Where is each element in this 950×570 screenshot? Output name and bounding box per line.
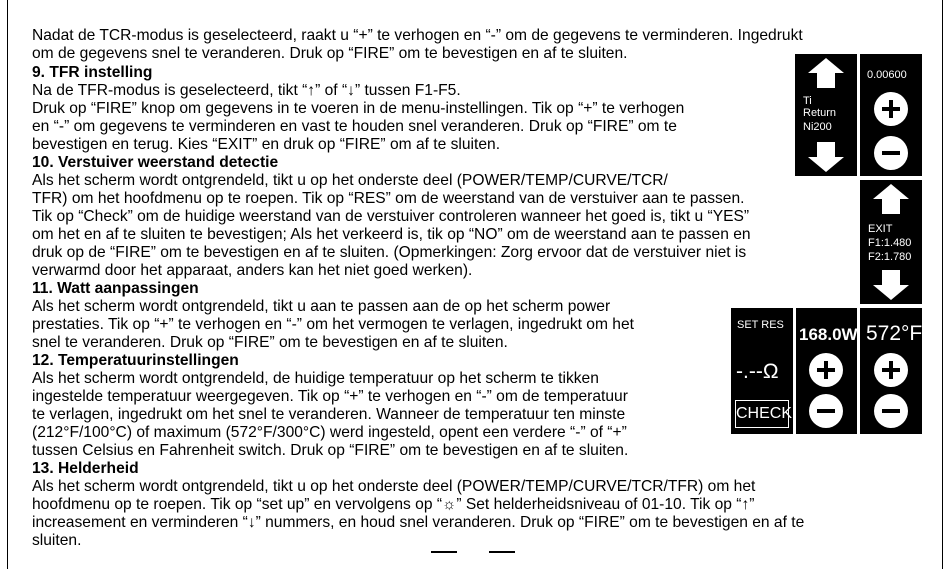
arrow-up-icon bbox=[808, 58, 844, 88]
section-heading-watt: 11. Watt aanpassingen bbox=[32, 280, 199, 297]
arrow-down-icon bbox=[873, 270, 909, 300]
section-heading-tfr: 9. TFR instelling bbox=[32, 64, 153, 81]
tcr-material-line2: Return bbox=[803, 107, 837, 119]
text-line: Nadat de TCR-modus is geselecteerd, raakt u “+” te verhogen en “-” om de gegevens te verminderen. Ingedrukt bbox=[32, 27, 803, 44]
text-line: hoofdmenu op te roepen. Tik op “set up” en vervolgens op “☼” Set helderheidsniveau of 01-10. Tik op “↑” bbox=[32, 496, 755, 513]
plus-icon bbox=[874, 353, 908, 387]
minus-icon bbox=[809, 394, 843, 428]
text-line: increasement en verminderen “↓” nummers, en houd snel veranderen. Druk op “FIRE” om te bevestigen en af te bbox=[32, 514, 805, 531]
set-res-screen bbox=[731, 308, 793, 434]
watt-screen bbox=[796, 308, 857, 434]
tfr-f1: F1:1.480 bbox=[868, 237, 912, 249]
text-line: te verlagen, ingedrukt om het snel te veranderen. Wanneer de temperatuur ten minste bbox=[32, 406, 626, 423]
text-line: om het en af te sluiten te bevestigen; Als het verkeerd is, tik op “NO” om de weerstand aan te passen en bbox=[32, 226, 751, 243]
text-line: en “-” om gegevens te verminderen en vast te houden snel veranderen. Druk op “FIRE” om te bbox=[32, 118, 677, 135]
tfr-screen bbox=[860, 180, 922, 304]
section-heading-brightness: 13. Helderheid bbox=[32, 460, 139, 477]
tcr-material-screen bbox=[795, 54, 857, 176]
section-heading-resistance: 10. Verstuiver weerstand detectie bbox=[32, 154, 279, 171]
minus-icon bbox=[874, 136, 908, 170]
text-line: sluiten. bbox=[32, 532, 82, 549]
text-line: prestaties. Tik op “+” te verhogen en “-” om het vermogen te verlagen, ingedrukt om het bbox=[32, 316, 634, 333]
text-line: ingestelde temperatuur weergegeven. Tik op “+” te verhogen en “-” om de temperatuur bbox=[32, 388, 628, 405]
text-line: Druk op “FIRE” knop om gegevens in te voeren in de menu-instellingen. Tik op “+” te verhogen bbox=[32, 100, 685, 117]
section-heading-temperature: 12. Temperatuurinstellingen bbox=[32, 352, 239, 369]
text-line: druk op de “FIRE” om te bevestigen en af te sluiten. (Opmerkingen: Zorg ervoor dat de verstuiver niet is bbox=[32, 244, 747, 261]
tcr-material-line3: Ni200 bbox=[803, 121, 832, 133]
text-line: Als het scherm wordt ontgrendeld, tikt u op het onderste deel (POWER/TEMP/CURVE/TCR/ bbox=[32, 172, 668, 189]
text-line: verwarmd door het apparaat, anders kan het niet goed werken). bbox=[32, 262, 473, 279]
arrow-down-icon bbox=[808, 142, 844, 172]
text-line: TFR) om het hoofdmenu op te roepen. Tik op “RES” om de weerstand van de verstuiver aan te passen. bbox=[32, 190, 745, 207]
temperature-value: 572°F bbox=[866, 322, 923, 345]
set-res-title: SET RES bbox=[737, 319, 784, 331]
temperature-screen bbox=[860, 308, 922, 434]
footer-dash bbox=[489, 551, 515, 553]
plus-icon bbox=[809, 353, 843, 387]
text-line: Als het scherm wordt ontgrendeld, tikt u op het onderste deel (POWER/TEMP/CURVE/TCR/TFR) om het bbox=[32, 478, 756, 495]
text-line: Als het scherm wordt ontgrendeld, de huidige temperatuur op het scherm te tikken bbox=[32, 370, 599, 387]
tcr-value: 0.00600 bbox=[867, 69, 907, 81]
watt-value: 168.0W bbox=[799, 325, 858, 344]
text-line: Tik op “Check” om de huidige weerstand van de verstuiver controleren wanneer het goed is, tikt u “YES” bbox=[32, 208, 750, 225]
tfr-exit: EXIT bbox=[868, 223, 893, 235]
tcr-value-screen bbox=[860, 54, 922, 176]
text-line: (212°F/100°C) of maximum (572°F/300°C) werd ingesteld, opent een verdere “-” of “+” bbox=[32, 424, 627, 441]
check-button: CHECK bbox=[735, 400, 789, 428]
text-line: Na de TFR-modus is geselecteerd, tikt “↑” of “↓” tussen F1-F5. bbox=[32, 82, 461, 99]
text-line: tussen Celsius en Fahrenheit switch. Druk op “FIRE” om te bevestigen en af te sluiten. bbox=[32, 442, 629, 459]
footer-dash bbox=[431, 551, 457, 553]
text-line: Als het scherm wordt ontgrendeld, tikt u aan te passen aan de op het scherm power bbox=[32, 298, 611, 315]
tfr-f2: F2:1.780 bbox=[868, 251, 912, 263]
text-line: om de gegevens snel te veranderen. Druk op “FIRE” om te bevestigen en af te sluiten. bbox=[32, 45, 628, 62]
minus-icon bbox=[874, 394, 908, 428]
tcr-material-line1: Ti bbox=[803, 95, 812, 107]
text-line: snel te veranderen. Druk op “FIRE” om te bevestigen en af te sluiten. bbox=[32, 334, 508, 351]
resistance-value: -.--Ω bbox=[736, 360, 779, 383]
text-line: bevestigen en terug. Kies “EXIT” en druk op “FIRE” om af te sluiten. bbox=[32, 136, 501, 153]
plus-icon bbox=[874, 92, 908, 126]
arrow-up-icon bbox=[873, 184, 909, 214]
